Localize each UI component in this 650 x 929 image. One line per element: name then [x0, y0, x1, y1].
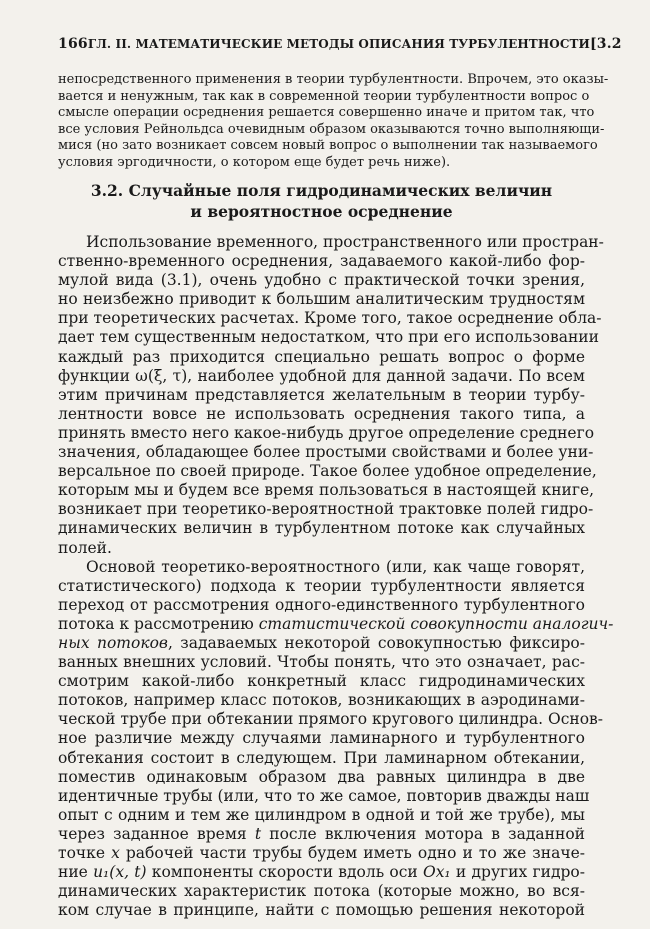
text-line: ческой трубе при обтекании прямого кругового цилиндра. Основ- — [58, 710, 603, 729]
text-line: Основой теоретико-вероятностного (или, как чаще говорят, — [86, 557, 585, 576]
text-run: рабочей части трубы будем иметь одно и то же значе- — [119, 844, 585, 862]
text-line: условия эргодичности, о котором еще будет речь ниже). — [58, 154, 451, 170]
math-variable: t — [254, 824, 262, 843]
text-line: но неизбежно приводит к большим аналитическим трудностям — [58, 290, 585, 309]
text-line — [58, 863, 585, 882]
text-line: которым мы и будем все время пользоваться в настоящей книге, — [58, 481, 595, 500]
text-line: каждый раз приходится специально решать вопрос о форме — [58, 347, 585, 366]
text-line: статистического) подхода к теории турбулентности является — [58, 576, 585, 595]
text-run: и других гидро- — [450, 863, 585, 882]
text-line: динамических характеристик потока (которые можно, во вся- — [58, 882, 585, 901]
text-line: версальное по своей природе. Такое более удобное определение, — [58, 462, 597, 481]
text-line: дает тем существенным недостатком, что при его использовании — [58, 328, 599, 347]
text-line: ком случае в принципе, найти с помощью решения некоторой — [58, 901, 585, 920]
section-reference: [3.2 — [589, 36, 622, 52]
text-run: через заданное время — [58, 824, 255, 843]
text-line — [58, 614, 614, 634]
text-line: идентичные трубы (или, что то же самое, повторив дважды наш — [58, 786, 590, 805]
text-line: смотрим какой-либо конкретный класс гидродинамических — [58, 672, 585, 691]
section-heading-line: 3.2. Случайные поля гидродинамических величин — [90, 181, 553, 200]
section-heading — [58, 180, 585, 222]
math-expression: u₁(x, t) — [93, 863, 147, 882]
emphasis-term: ных потоков — [58, 633, 168, 652]
math-expression: Ox₁ — [422, 863, 451, 882]
text-line: этим причинам представляется желательным в теории турбу- — [58, 385, 585, 404]
text-line — [58, 844, 585, 863]
text-line: полей. — [58, 538, 112, 557]
text-line: значения, обладающее более простыми свойствами и более уни- — [58, 443, 594, 462]
chapter-title: ГЛ. II. МАТЕМАТИЧЕСКИЕ МЕТОДЫ ОПИСАНИЯ ТУРБУЛЕНТНОСТИ — [87, 37, 590, 51]
text-line — [58, 825, 585, 844]
text-line: мулой вида (3.1), очень удобно с практической точки зрения, — [58, 271, 585, 290]
text-line: вается и ненужным, так как в современной теории турбулентности вопрос о — [58, 88, 590, 104]
text-line: опыт с одним и тем же цилиндром в одной и той же трубе), мы — [58, 805, 585, 824]
text-line: динамических величин в турбулентном потоке как случайных — [58, 519, 585, 538]
text-line: Использование временного, пространственного или простран- — [86, 233, 604, 251]
text-line: принять вместо него какое-нибудь другое определение среднего — [58, 423, 595, 442]
text-line: ное различие между случаями ламинарного и турбулентного — [58, 729, 585, 748]
text-line: поместив одинаковым образом два равных цилиндра в две — [58, 767, 585, 786]
text-line: обтекания состоит в следующем. При ламинарном обтекании, — [58, 748, 585, 767]
text-run: после включения мотора в заданной — [261, 824, 585, 843]
emphasis-term: статистической совокупности аналогич- — [258, 614, 614, 633]
section-heading-line: и вероятностное осреднение — [190, 202, 453, 221]
text-run: компоненты скорости вдоль оси — [146, 863, 423, 882]
text-run: точке — [58, 844, 112, 862]
intro-paragraph — [58, 72, 609, 171]
page-number: 166 — [58, 36, 88, 52]
running-head — [58, 36, 622, 52]
text-line: возникает при теоретико-вероятностной трактовке полей гидро- — [58, 500, 594, 519]
text-line: непосредственного применения в теории турбулентности. Впрочем, это оказы- — [58, 72, 609, 87]
text-line: лентности вовсе не использовать осреднения такого типа, а — [58, 404, 585, 423]
main-text — [58, 233, 614, 920]
text-line: ванных внешних условий. Чтобы понять, что это означает, рас- — [58, 653, 585, 672]
text-line: мися (но зато возникает совсем новый вопрос о выполнении так называемого — [58, 138, 598, 153]
text-line: все условия Рейнольдса очевидным образом оказываются точно выполняющи- — [58, 121, 605, 137]
text-run: потока к рассмотрению — [58, 614, 259, 633]
text-run: , задаваемых некоторой совокупностью фиксиро- — [167, 633, 585, 652]
text-line: переход от рассмотрения одного-единственного турбулентного — [58, 595, 585, 614]
text-run: ние — [58, 863, 94, 882]
text-line: потоков, например класс потоков, возникающих в аэродинами- — [58, 691, 585, 710]
text-line: смысле операции осреднения решается совершенно иначе и притом так, что — [58, 105, 595, 120]
text-line: ственно-временного осреднения, задаваемого какой-либо фор- — [58, 252, 585, 271]
text-line: при теоретических расчетах. Кроме того, такое осреднение обла- — [58, 309, 602, 328]
math-variable: x — [111, 844, 120, 862]
text-line — [58, 634, 585, 653]
text-line: функции ω(ξ, τ), наиболее удобной для данной задачи. По всем — [58, 366, 585, 385]
